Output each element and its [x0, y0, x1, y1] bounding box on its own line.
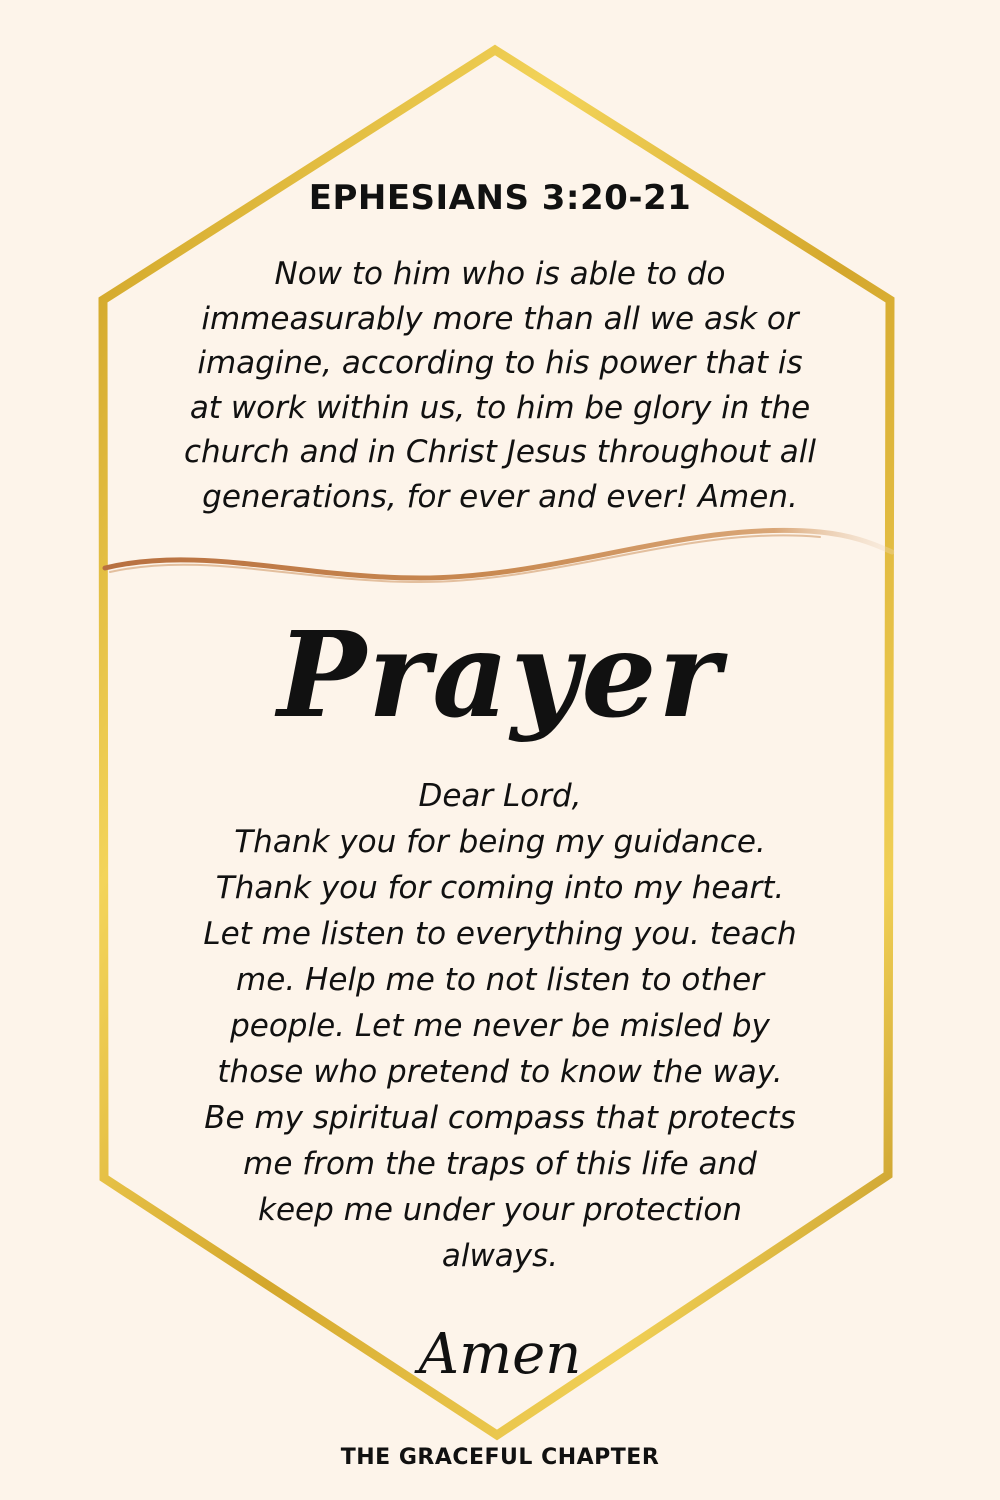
- scripture-reference-title: EPHESIANS 3:20-21: [308, 178, 692, 218]
- brand-footer: THE GRACEFUL CHAPTER: [340, 1445, 660, 1470]
- amen-signoff: Amen: [418, 1322, 582, 1387]
- prayer-heading: Prayer: [277, 605, 723, 744]
- prayer-body-text: Dear Lord, Thank you for being my guidance. Thank you for coming into my heart. Let me listen to everything you. teach me. Help me to not listen to other people. Let me never be misled by those who pretend to know the way. Be my spiritual compass that protects me from the traps of this life and keep me under your protection always.: [203, 778, 797, 1274]
- wavy-divider: [105, 530, 892, 578]
- scripture-verse-text: Now to him who is able to do immeasurably more than all we ask or imagine, according to his power that is at work within us, to him be glory in the church and in Christ Jesus throughout all generations, for ever and ever! Amen.: [183, 256, 817, 515]
- wavy-divider-shadow: [110, 535, 820, 582]
